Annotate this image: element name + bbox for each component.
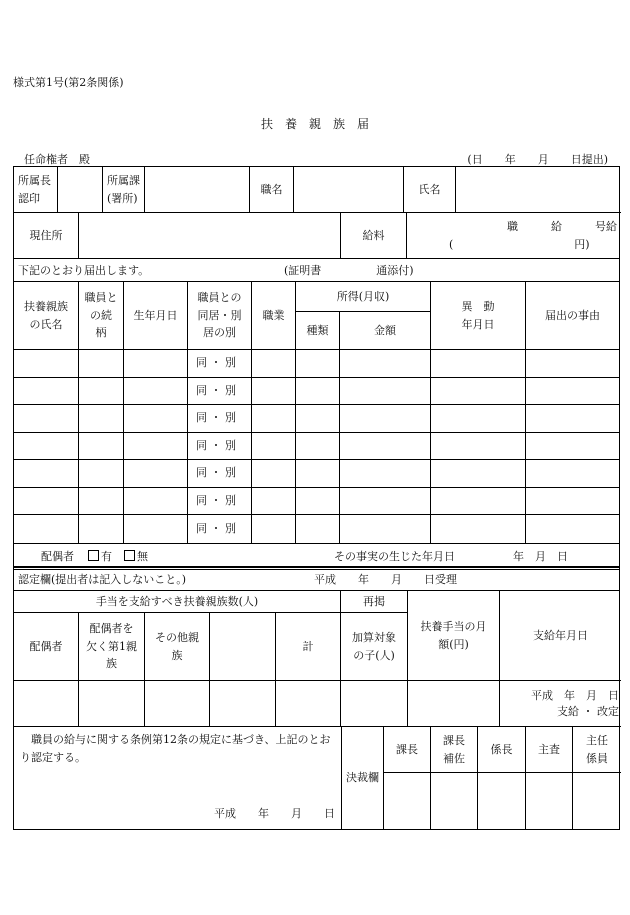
dependent-row-0-col-7[interactable] — [431, 350, 526, 378]
submission-date: (日 年 月 日提出) — [467, 153, 608, 166]
dependent-row-3-col-5[interactable] — [296, 433, 340, 461]
other-count-field[interactable] — [145, 681, 210, 727]
dependent-row-4-col-6[interactable] — [340, 460, 431, 488]
certification-text: 職員の給与に関する条例第12条の規定に基づき、上記のとおり認定する。 — [20, 733, 331, 764]
name-label: 氏名 — [404, 167, 456, 213]
col-income: 所得(月収) — [296, 282, 431, 312]
dept-head-seal-label: 所属長 認印 — [14, 167, 58, 213]
dependent-row-2-col-5[interactable] — [296, 405, 340, 433]
section-field[interactable] — [145, 167, 250, 213]
col-birth-date: 生年月日 — [124, 282, 188, 350]
cohabitation-option[interactable]: 同 ・ 別 — [188, 350, 252, 378]
total-count-field[interactable] — [276, 681, 341, 727]
spouse-col: 配偶者 — [14, 613, 79, 681]
col-dependent-name: 扶養親族 の氏名 — [14, 282, 79, 350]
dependent-row-0-col-2[interactable] — [124, 350, 188, 378]
col-cohabitation: 職員との 同居・別 居の別 — [188, 282, 252, 350]
approval-label: 認定欄(提出者は記入しないこと。) — [18, 573, 187, 586]
spouse-count-field[interactable] — [14, 681, 79, 727]
notice-text: 下記のとおり届出します。 — [18, 264, 150, 277]
dependent-row-1-col-5[interactable] — [296, 378, 340, 406]
dependent-row-6-col-5[interactable] — [296, 515, 340, 543]
cohabitation-option[interactable]: 同 ・ 別 — [188, 460, 252, 488]
name-field[interactable] — [456, 167, 621, 213]
address-label: 現住所 — [14, 213, 79, 259]
address-field[interactable] — [79, 213, 341, 259]
col-occupation: 職業 — [252, 282, 296, 350]
dependent-row-5-col-4[interactable] — [252, 488, 296, 516]
dependent-row-2-col-7[interactable] — [431, 405, 526, 433]
dependent-row-3-col-8[interactable] — [526, 433, 619, 461]
dependent-row-4-col-7[interactable] — [431, 460, 526, 488]
dependent-row-3-col-7[interactable] — [431, 433, 526, 461]
dependent-row-4-col-2[interactable] — [124, 460, 188, 488]
spouse-no-checkbox[interactable] — [124, 550, 135, 561]
dependent-row-4-col-4[interactable] — [252, 460, 296, 488]
col-income-type: 種類 — [296, 312, 340, 350]
dependent-row-1-col-4[interactable] — [252, 378, 296, 406]
dependent-row-4-col-5[interactable] — [296, 460, 340, 488]
monthly-allowance-field[interactable] — [408, 681, 500, 727]
dependent-row-3-col-4[interactable] — [252, 433, 296, 461]
decision-label: 決裁欄 — [342, 727, 384, 829]
certificate-count: (証明書 通添付) — [284, 264, 414, 277]
spouse-no-label: 無 — [137, 550, 148, 563]
monthly-allowance-header: 扶養手当の月 額(円) — [408, 591, 500, 681]
col-relationship: 職員と の続 柄 — [79, 282, 124, 350]
salary-field[interactable] — [407, 213, 619, 259]
dependent-row-6-col-1[interactable] — [79, 515, 124, 543]
position-label: 職名 — [250, 167, 294, 213]
cohabitation-option[interactable]: 同 ・ 別 — [188, 405, 252, 433]
cohabitation-option[interactable]: 同 ・ 別 — [188, 515, 252, 543]
dependent-row-3-col-0[interactable] — [14, 433, 79, 461]
dependent-row-2-col-1[interactable] — [79, 405, 124, 433]
added-children-col: 加算対象 の子(人) — [341, 613, 408, 681]
dependent-row-5-col-7[interactable] — [431, 488, 526, 516]
approver-2-seal[interactable] — [478, 773, 526, 829]
dependent-row-6-col-8[interactable] — [526, 515, 619, 543]
dependent-row-6-col-0[interactable] — [14, 515, 79, 543]
spouse-yes-checkbox[interactable] — [88, 550, 99, 561]
blank-col — [210, 613, 276, 681]
col-reason: 届出の事由 — [526, 282, 619, 350]
dependent-row-3-col-1[interactable] — [79, 433, 124, 461]
addressee: 任命権者 殿 — [24, 153, 90, 166]
form-title: 扶 養 親 族 届 — [260, 117, 369, 131]
other-relatives-col: その他親 族 — [145, 613, 210, 681]
approver-0: 課長 — [384, 727, 431, 773]
section-label: 所属課 (署所) — [103, 167, 145, 213]
dependent-row-3-col-6[interactable] — [340, 433, 431, 461]
cohabitation-option[interactable]: 同 ・ 別 — [188, 488, 252, 516]
approver-1-seal[interactable] — [431, 773, 478, 829]
dept-head-seal-field[interactable] — [58, 167, 103, 213]
dependent-row-2-col-6[interactable] — [340, 405, 431, 433]
total-col: 計 — [276, 613, 341, 681]
certification-date: 平成 年 月 日 — [214, 807, 335, 821]
dependent-row-0-col-0[interactable] — [14, 350, 79, 378]
dependent-row-4-col-1[interactable] — [79, 460, 124, 488]
dependent-row-5-col-0[interactable] — [14, 488, 79, 516]
dependent-row-4-col-8[interactable] — [526, 460, 619, 488]
dependent-row-5-col-2[interactable] — [124, 488, 188, 516]
repost-header: 再掲 — [341, 591, 408, 613]
dependent-row-6-col-7[interactable] — [431, 515, 526, 543]
dependent-row-0-col-8[interactable] — [526, 350, 619, 378]
added-children-field[interactable] — [341, 681, 408, 727]
dependent-row-5-col-5[interactable] — [296, 488, 340, 516]
first-relative-col: 配偶者を 欠く第1親 族 — [79, 613, 145, 681]
col-income-amount: 金額 — [340, 312, 431, 350]
approver-0-seal[interactable] — [384, 773, 431, 829]
cohabitation-option[interactable]: 同 ・ 別 — [188, 378, 252, 406]
dependent-row-5-col-8[interactable] — [526, 488, 619, 516]
approver-4: 主任 係員 — [573, 727, 621, 773]
dependent-row-6-col-4[interactable] — [252, 515, 296, 543]
dependent-row-0-col-6[interactable] — [340, 350, 431, 378]
col-change-date: 異 動 年月日 — [431, 282, 526, 350]
allowance-count-header: 手当を支給すべき扶養親族数(人) — [14, 591, 341, 613]
fact-date: 年 月 日 — [513, 550, 568, 563]
spouse-yes-label: 有 — [101, 550, 112, 563]
dependent-row-2-col-4[interactable] — [252, 405, 296, 433]
approver-3: 主査 — [526, 727, 573, 773]
dependent-row-4-col-0[interactable] — [14, 460, 79, 488]
cohabitation-option[interactable]: 同 ・ 別 — [188, 433, 252, 461]
dependent-row-6-col-6[interactable] — [340, 515, 431, 543]
blank-count-field[interactable] — [210, 681, 276, 727]
approval-section — [13, 566, 620, 830]
applicant-section — [13, 166, 620, 570]
dependent-row-1-col-2[interactable] — [124, 378, 188, 406]
dependent-row-1-col-0[interactable] — [14, 378, 79, 406]
dependent-row-2-col-8[interactable] — [526, 405, 619, 433]
certification-block — [14, 727, 342, 829]
dependent-row-3-col-2[interactable] — [124, 433, 188, 461]
dependent-row-0-col-5[interactable] — [296, 350, 340, 378]
first-relative-count-field[interactable] — [79, 681, 145, 727]
dependent-row-2-col-2[interactable] — [124, 405, 188, 433]
dependent-row-2-col-0[interactable] — [14, 405, 79, 433]
approver-2: 係長 — [478, 727, 526, 773]
spouse-label: 配偶者 — [41, 550, 74, 563]
dependent-row-1-col-6[interactable] — [340, 378, 431, 406]
fact-date-label: その事実の生じた年月日 — [334, 550, 455, 563]
dependent-row-1-col-1[interactable] — [79, 378, 124, 406]
salary-grade: 職 給 号給 — [507, 219, 617, 233]
approver-1: 課長 補佐 — [431, 727, 478, 773]
dependent-row-1-col-7[interactable] — [431, 378, 526, 406]
payment-date: 平成 年 月 日 — [531, 689, 619, 703]
position-field[interactable] — [294, 167, 404, 213]
payment-date-field[interactable] — [500, 681, 621, 727]
dependent-row-5-col-6[interactable] — [340, 488, 431, 516]
dependent-row-0-col-1[interactable] — [79, 350, 124, 378]
received-date: 平成 年 月 日受理 — [314, 573, 457, 586]
approver-4-seal[interactable] — [573, 773, 621, 829]
dependent-row-6-col-2[interactable] — [124, 515, 188, 543]
salary-label: 給料 — [341, 213, 407, 259]
salary-amount: ( 円) — [449, 237, 590, 251]
dependent-row-0-col-4[interactable] — [252, 350, 296, 378]
approver-3-seal[interactable] — [526, 773, 573, 829]
payment-month-header: 支給年月日 — [500, 591, 621, 681]
form-number: 様式第1号(第2条関係) — [13, 76, 124, 89]
payment-type: 支給 ・ 改定 — [557, 704, 619, 718]
dependent-row-5-col-1[interactable] — [79, 488, 124, 516]
dependent-row-1-col-8[interactable] — [526, 378, 619, 406]
